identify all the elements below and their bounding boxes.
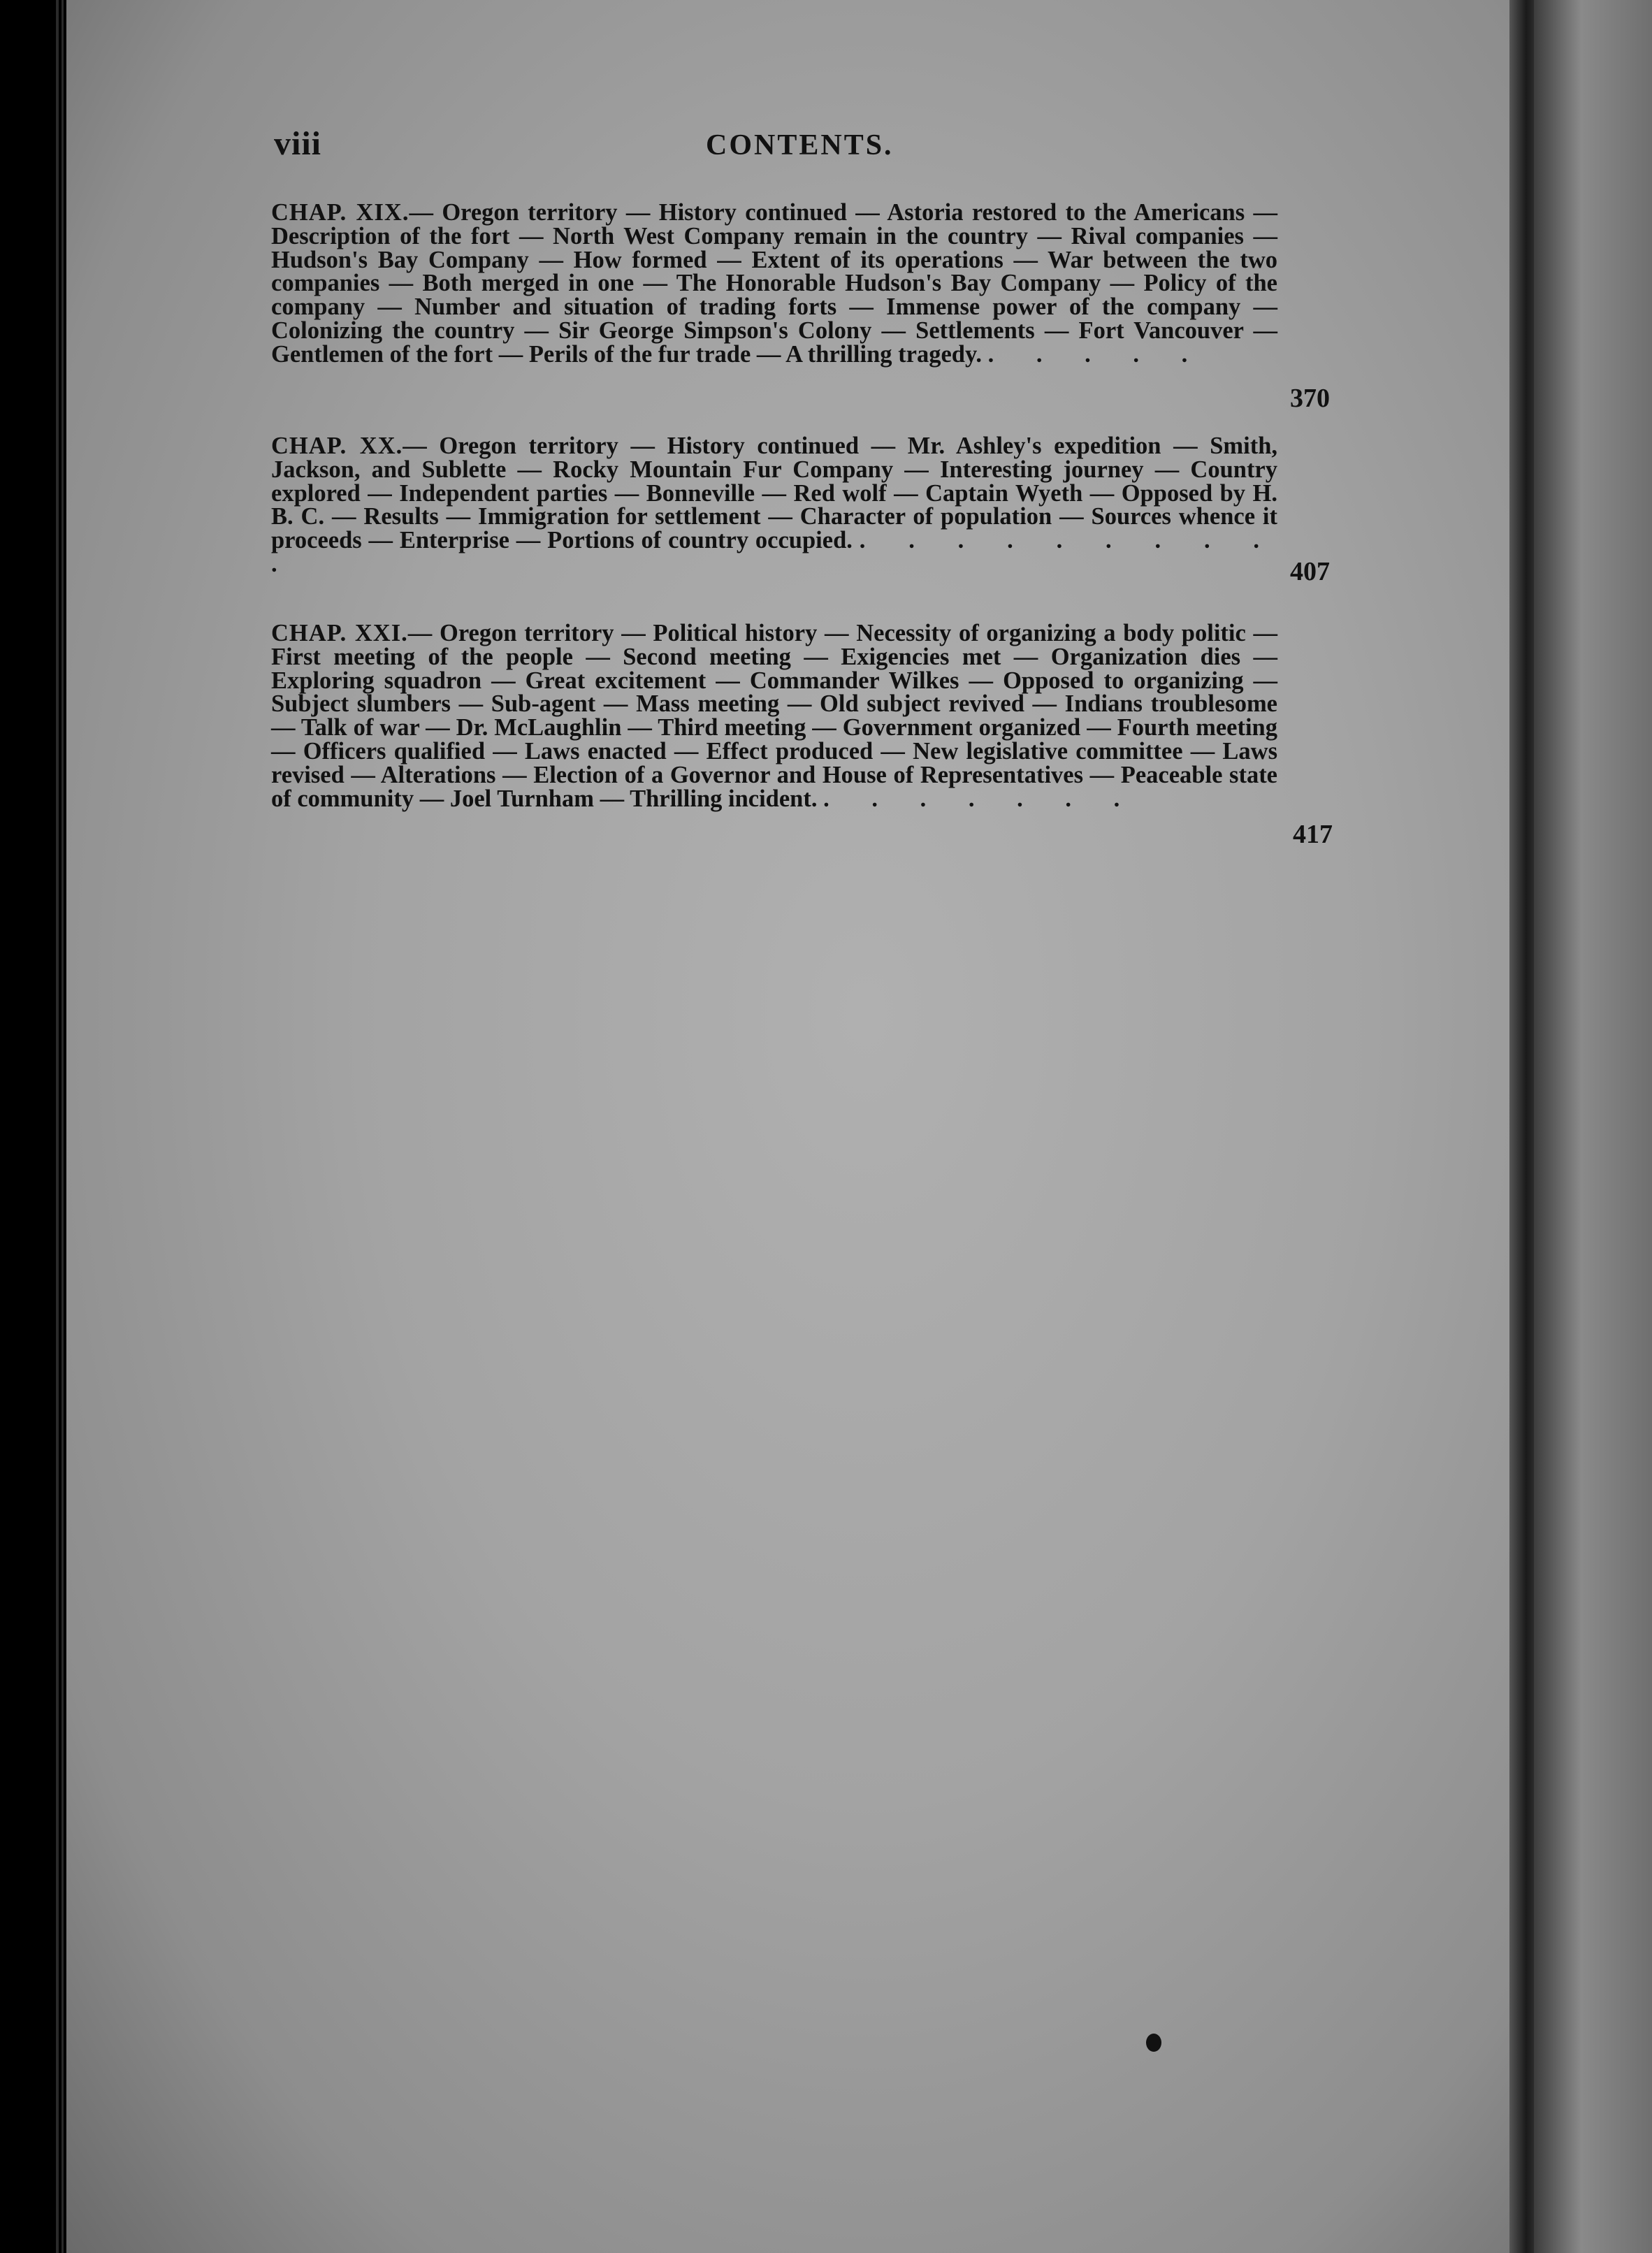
running-head: CONTENTS. <box>706 129 894 161</box>
chapter-entry <box>271 201 1277 367</box>
chapter-summary: — Oregon territory — History continued — Astoria restored to the Americans — Description of the fort — North West Company remain in the country — Rival companies — Hudson's Bay Company — How formed — Extent of its operations — War between the two companies — Both merged in one — The Honorable Hudson's Bay Company — Policy of the company — Number and situation of trading forts — Immense power of the company — Colonizing the country — Sir George Simpson's Colony — Settlements — Fort Vancouver — Gentlemen of the fort — Perils of the fur trade — A thrilling tragedy. <box>271 199 1278 368</box>
chapter-entry <box>271 622 1277 811</box>
chapter-heading: CHAP. XXI. <box>271 620 408 646</box>
chapter-heading: CHAP. XX. <box>271 433 403 459</box>
chapter-heading: CHAP. XIX. <box>271 199 410 226</box>
chapter-summary: — Oregon territory — Political history — Necessity of organizing a body politic — First meeting of the people — Second meeting — Exigencies met — Organization dies — Exploring squadron — Great excitement — Commander Wilkes — Opposed to organizing — Subject slumbers — Sub-agent — Mass meeting — Old subject revived — Indians troublesome — Talk of war — Dr. McLaughlin — Third meeting — Government organized — Fourth meeting — Officers qualified — Laws enacted — Effect produced — New legislative committee — Laws revised — Alterations — Election of a Governor and House of Representatives — Peaceable state of community — Joel Turnham — Thrilling incident. <box>271 620 1277 812</box>
dot-leaders: . . . . . <box>987 340 1206 368</box>
chapter-page-number: 417 <box>1293 820 1333 849</box>
page-edge-line <box>61 0 64 2253</box>
page-number: viii <box>274 125 322 162</box>
page-edge-line <box>56 0 59 2253</box>
chapter-summary: — Oregon territory — History continued — Mr. Ashley's expedition — Smith, Jackson, and Sublette — Rocky Mountain Fur Company — Interesting journey — Country explored — Independent parties — Bonneville — Red wolf — Captain Wyeth — Opposed by H. B. C. — Results — Immigration for settlement — Character of population — Sources whence it proceeds — Enterprise — Portions of country occupied. <box>271 433 1278 554</box>
book-gutter <box>1509 0 1537 2253</box>
chapter-page-number: 370 <box>1290 384 1330 413</box>
dot-leaders: . . . . . . . <box>823 785 1138 812</box>
dot-leaders: . . . . . . . . . . <box>271 527 1278 577</box>
facing-page-edge <box>1534 0 1652 2253</box>
ink-blemish <box>1146 2034 1161 2052</box>
chapter-entry <box>271 435 1277 577</box>
chapter-page-number: 407 <box>1290 557 1330 586</box>
